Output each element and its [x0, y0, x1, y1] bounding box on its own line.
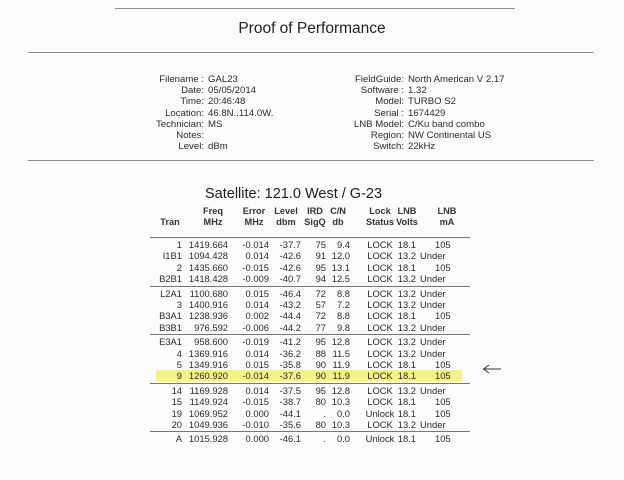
info-value: NW Continental US	[408, 129, 492, 141]
cell-cn: 7.2	[336, 299, 350, 310]
cell-error: -0.014	[242, 370, 269, 382]
cell-cn: 0.0	[336, 433, 350, 445]
info-row	[340, 108, 505, 119]
cell-freq: 1238.936	[188, 310, 228, 322]
cell-lock-status: LOCK	[367, 347, 393, 359]
cell-sigq: 94	[315, 273, 326, 285]
info-label: Switch:	[373, 141, 404, 153]
cell-lnb-volts: 18.1	[397, 261, 416, 273]
cell-sigq: 72	[315, 310, 326, 322]
info-label: Date:	[181, 85, 204, 97]
cell-level: -46.1	[279, 433, 301, 445]
cell-lnb-ma: Under	[420, 347, 446, 359]
info-row	[340, 119, 505, 130]
cell-level: -35.8	[279, 359, 301, 370]
cell-tran: A	[175, 433, 182, 445]
cell-level: -35.6	[279, 419, 301, 430]
cell-cn: 11.5	[332, 347, 350, 359]
cell-freq: 1418.428	[188, 273, 228, 285]
cell-level: -46.4	[279, 287, 301, 299]
cell-lnb-volts: 18.1	[397, 396, 416, 408]
cell-lnb-volts: 13.2	[397, 273, 416, 285]
cell-lnb-ma: Under	[420, 384, 446, 396]
cell-freq: 1349.916	[188, 359, 228, 370]
report-info-right	[340, 74, 505, 152]
cell-tran: 4	[176, 347, 182, 359]
cell-level: -42.6	[279, 261, 301, 273]
group-divider	[150, 237, 470, 238]
cell-level: -43.2	[279, 299, 301, 310]
cell-tran: 15	[171, 396, 182, 408]
cell-error: 0.014	[245, 250, 269, 262]
cell-cn: 12.8	[331, 384, 350, 396]
cell-error: 0.014	[245, 299, 269, 310]
column-header-error: MHz	[244, 217, 264, 227]
cell-lnb-ma: 105	[435, 370, 451, 382]
cell-sigq: .	[323, 407, 326, 419]
cell-lock-status: LOCK	[367, 384, 393, 396]
info-label: Software :	[360, 85, 404, 97]
info-value: C/Ku band combo	[408, 118, 485, 130]
info-row	[130, 119, 273, 130]
cell-lnb-volts: 18.1	[397, 239, 416, 250]
info-value: 20:46:48	[208, 96, 246, 108]
cell-lock-status: LOCK	[367, 419, 393, 430]
cell-lock-status: LOCK	[367, 396, 393, 408]
cell-lock-status: LOCK	[367, 321, 393, 333]
column-header-sigq: SigQ	[304, 217, 326, 227]
info-row	[340, 74, 505, 85]
info-label: Location:	[165, 107, 204, 119]
cell-cn: 8.8	[336, 287, 350, 299]
info-row	[130, 130, 273, 141]
cell-level: -37.7	[279, 239, 301, 250]
cell-cn: 10.3	[331, 396, 350, 408]
info-rule	[28, 160, 594, 161]
cell-level: -44.2	[279, 321, 301, 333]
cell-tran: E3A1	[159, 336, 182, 348]
cell-cn: 9.4	[336, 239, 350, 250]
cell-lock-status: LOCK	[367, 336, 393, 348]
column-header-lock-status: Lock	[369, 206, 391, 216]
cell-sigq: 80	[315, 419, 326, 430]
cell-cn: 12.5	[331, 273, 350, 285]
cell-sigq: 80	[315, 396, 326, 408]
cell-sigq: 75	[315, 239, 326, 250]
cell-lnb-ma: Under	[420, 273, 446, 285]
cell-lnb-ma: Under	[420, 250, 446, 262]
group-divider	[150, 383, 470, 384]
cell-sigq: 95	[315, 336, 326, 348]
cell-lock-status: LOCK	[367, 359, 393, 370]
cell-lnb-volts: 13.2	[397, 384, 416, 396]
cell-lnb-ma: 105	[435, 310, 451, 322]
info-value: TURBO S2	[408, 96, 456, 108]
info-label: Filename :	[159, 74, 204, 85]
column-header-level: Level	[274, 206, 298, 216]
column-header-cn: C/N	[330, 206, 346, 216]
info-value: 1674429	[408, 107, 446, 119]
cell-lnb-ma: 105	[435, 396, 451, 408]
cell-level: -40.7	[279, 273, 301, 285]
cell-sigq: 95	[315, 384, 326, 396]
column-header-tran: Tran	[160, 217, 180, 227]
info-value: 22kHz	[408, 141, 436, 153]
info-value: dBm	[208, 141, 228, 153]
cell-tran: 1	[176, 239, 182, 250]
column-header-lnb-volts: LNB	[397, 206, 417, 216]
info-value: North American V 2.17	[408, 74, 505, 85]
cell-lnb-ma: 105	[435, 433, 451, 445]
cell-cn: 9.8	[336, 321, 350, 333]
cell-tran: 3	[176, 299, 182, 310]
cell-error: -0.006	[242, 321, 269, 333]
info-row	[130, 96, 273, 107]
cell-error: 0.014	[245, 384, 269, 396]
info-value: MS	[208, 118, 223, 130]
column-header-freq: Freq	[203, 206, 223, 216]
cell-freq: 1149.924	[189, 396, 228, 408]
cell-sigq: 72	[315, 287, 326, 299]
info-value: 1.32	[408, 85, 427, 97]
column-header-error: Error	[242, 206, 266, 216]
cell-level: -42.6	[279, 250, 301, 262]
cell-tran: 20	[171, 419, 182, 430]
cell-error: 0.000	[245, 407, 269, 419]
cell-tran: 9	[176, 370, 182, 382]
info-value: 46.8N..114.0W.	[208, 107, 274, 119]
cell-cn: 11.9	[332, 370, 350, 382]
cell-tran: 5	[176, 359, 182, 370]
cell-error: -0.015	[242, 396, 269, 408]
cell-lock-status: Unlock	[365, 407, 395, 419]
cell-lnb-volts: 13.2	[397, 287, 416, 299]
cell-level: -36.2	[279, 347, 301, 359]
info-label: Notes:	[176, 129, 204, 141]
cell-error: 0.002	[245, 310, 269, 322]
cell-error: -0.015	[242, 261, 269, 273]
column-header-lnb-volts: Volts	[396, 217, 418, 227]
info-row	[130, 85, 273, 96]
cell-lnb-ma: 105	[435, 261, 451, 273]
cell-cn: 12.0	[331, 250, 350, 262]
group-divider	[150, 431, 470, 432]
cell-tran: 2	[176, 261, 182, 273]
cell-level: -41.2	[279, 336, 301, 348]
info-value: GAL23	[208, 74, 238, 85]
cell-tran: I1B1	[162, 250, 182, 262]
cell-level: -38.7	[279, 396, 301, 408]
cell-freq: 1049.936	[188, 419, 228, 430]
cell-freq: 1435.660	[188, 261, 228, 273]
column-header-lock-status: Status	[365, 217, 395, 227]
cell-level: -37.5	[279, 384, 301, 396]
cell-lnb-volts: 18.1	[397, 433, 416, 445]
cell-freq: 1169.928	[189, 384, 228, 396]
cell-freq: 1419.664	[188, 239, 228, 250]
cell-tran: 14	[171, 384, 182, 396]
cell-error: -0.014	[242, 239, 269, 250]
cell-lock-status: LOCK	[367, 261, 393, 273]
info-label: Time:	[180, 96, 204, 108]
cell-lnb-ma: Under	[420, 299, 446, 310]
cell-tran: B3B1	[159, 321, 182, 333]
cell-lnb-volts: 13.2	[397, 419, 416, 430]
cell-lnb-volts: 18.1	[397, 310, 416, 322]
cell-lnb-volts: 13.2	[397, 299, 416, 310]
cell-lock-status: LOCK	[367, 250, 393, 262]
info-label: Level:	[178, 141, 204, 153]
cell-lnb-volts: 13.2	[397, 336, 416, 348]
cell-level: -37.6	[279, 370, 301, 382]
cell-tran: B3A1	[159, 310, 182, 322]
cell-sigq: 57	[315, 299, 326, 310]
cell-error: 0.014	[245, 347, 269, 359]
report-info-left	[130, 74, 273, 152]
cell-error: -0.010	[242, 419, 269, 430]
cell-lnb-ma: 105	[435, 407, 451, 419]
info-label: FieldGuide:	[354, 74, 404, 85]
info-row	[340, 96, 505, 107]
cell-sigq: 88	[315, 347, 326, 359]
performance-table	[150, 206, 470, 446]
cell-cn: 12.8	[331, 336, 350, 348]
cell-freq: 1400.916	[188, 299, 228, 310]
cell-lnb-volts: 13.2	[397, 250, 416, 262]
cell-lnb-volts: 13.2	[397, 347, 416, 359]
cell-lock-status: LOCK	[367, 239, 393, 250]
cell-freq: 1369.916	[188, 347, 228, 359]
top-rule	[115, 8, 515, 9]
cell-sigq: .	[323, 433, 326, 445]
info-row	[130, 74, 273, 85]
cell-freq: 1069.952	[188, 407, 228, 419]
info-row	[130, 141, 273, 152]
cell-freq: 976.592	[194, 321, 228, 333]
cell-cn: 13.1	[331, 261, 350, 273]
cell-lnb-ma: Under	[420, 336, 446, 348]
info-row	[340, 141, 505, 152]
column-header-cn: db	[332, 217, 344, 227]
group-divider	[150, 334, 470, 335]
cell-lnb-ma: Under	[420, 287, 446, 299]
cell-lock-status: LOCK	[367, 273, 393, 285]
cell-lnb-ma: Under	[420, 321, 446, 333]
cell-lock-status: LOCK	[367, 370, 393, 382]
cell-sigq: 90	[315, 359, 326, 370]
cell-lnb-ma: Under	[420, 419, 446, 430]
cell-lnb-volts: 18.1	[397, 370, 416, 382]
cell-error: 0.000	[245, 433, 269, 445]
info-row	[130, 108, 273, 119]
cell-lnb-ma: 105	[435, 239, 451, 250]
cell-lnb-volts: 18.1	[397, 407, 416, 419]
cell-cn: 10.3	[331, 419, 350, 430]
cell-sigq: 77	[315, 321, 326, 333]
cell-cn: 0.0	[336, 407, 350, 419]
title-rule	[28, 52, 594, 53]
cell-freq: 958.600	[194, 336, 228, 348]
cell-lock-status: LOCK	[367, 287, 393, 299]
column-header-freq: MHz	[203, 217, 223, 227]
info-label: Technician:	[156, 118, 204, 130]
info-label: Region:	[370, 129, 404, 141]
cell-freq: 1015.928	[188, 433, 228, 445]
cell-level: -44.4	[279, 310, 301, 322]
cell-sigq: 90	[315, 370, 326, 382]
column-header-lnb-ma: LNB	[437, 206, 457, 216]
column-header-level: dbm	[276, 217, 296, 227]
cell-cn: 8.8	[336, 310, 350, 322]
cell-tran: 19	[171, 407, 182, 419]
cell-lock-status: Unlock	[365, 433, 395, 445]
info-label: Model:	[375, 96, 404, 108]
satellite-heading: Satellite: 121.0 West / G-23	[205, 186, 383, 202]
info-label: Serial :	[374, 107, 404, 119]
info-row	[340, 130, 505, 141]
cell-lnb-volts: 18.1	[397, 359, 416, 370]
column-header-sigq: IRD	[307, 206, 323, 216]
hand-drawn-arrow-icon	[482, 364, 502, 374]
cell-level: -44.1	[279, 407, 301, 419]
info-label: LNB Model:	[353, 118, 404, 130]
cell-error: 0.015	[245, 287, 269, 299]
info-value: 05/05/2014	[208, 85, 257, 97]
cell-lock-status: LOCK	[367, 310, 393, 322]
cell-lnb-ma: 105	[435, 359, 451, 370]
cell-error: -0.009	[242, 273, 269, 285]
cell-error: 0.015	[245, 359, 269, 370]
cell-freq: 1100.680	[189, 287, 228, 299]
cell-cn: 11.9	[332, 359, 350, 370]
cell-freq: 1260.920	[188, 370, 228, 382]
cell-error: -0.019	[242, 336, 269, 348]
cell-lock-status: LOCK	[367, 299, 393, 310]
cell-tran: B2B1	[159, 273, 182, 285]
cell-sigq: 95	[315, 261, 326, 273]
page-title: Proof of Performance	[238, 20, 386, 37]
cell-tran: L2A1	[160, 287, 182, 299]
column-header-lnb-ma: mA	[439, 217, 455, 227]
group-divider	[150, 286, 470, 287]
cell-sigq: 91	[315, 250, 326, 262]
cell-freq: 1094.428	[188, 250, 228, 262]
cell-lnb-volts: 13.2	[397, 321, 416, 333]
info-row	[340, 85, 505, 96]
